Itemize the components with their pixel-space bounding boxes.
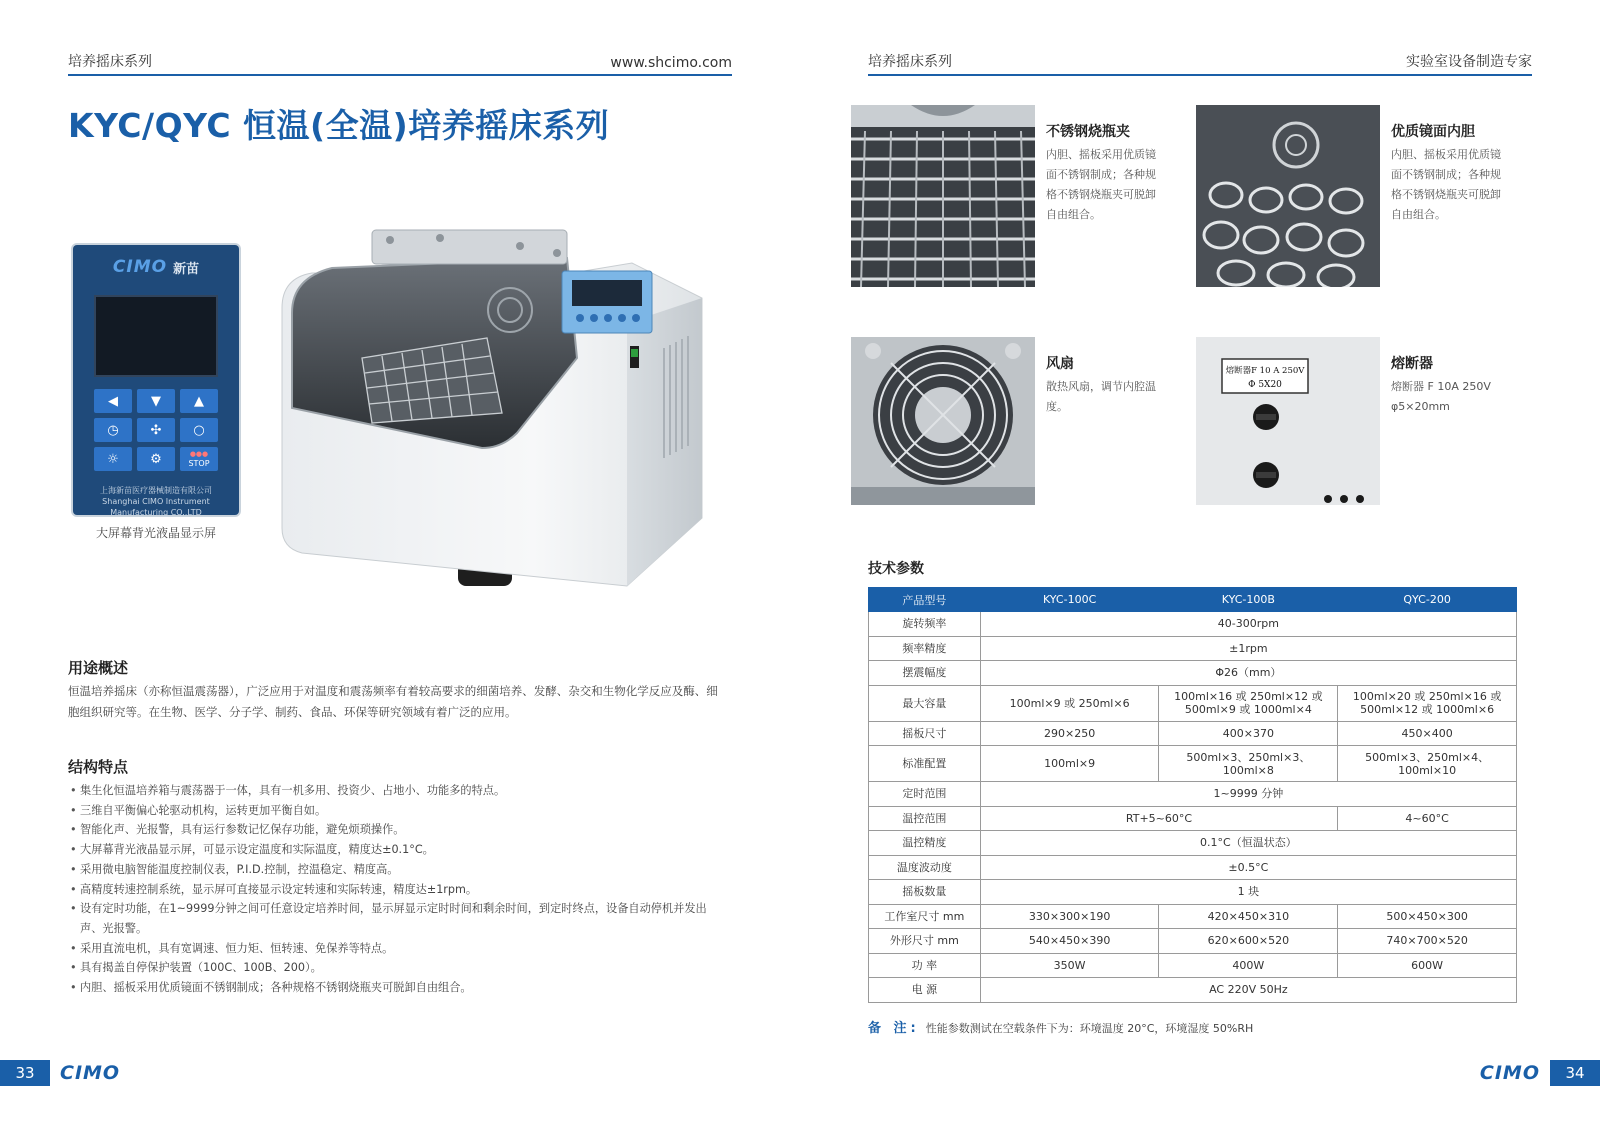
feature-title-clamp: 不锈钢烧瓶夹: [1046, 124, 1130, 140]
spec-note: [868, 1017, 1253, 1036]
table-row: 电 源 AC 220V 50Hz: [869, 978, 1517, 1003]
table-row: 温控范围 RT+5~60°C 4~60°C: [869, 806, 1517, 831]
usage-description: 恒温培养摇床（亦称恒温震荡器），广泛应用于对温度和震荡频率有着较高要求的细菌培养、发酵、杂交和生物化学反应及酶、细胞组织研究等。在生物、医学、分子学、制药、食品、环保等研究领域有着广泛的应用。: [68, 684, 718, 719]
column-header: KYC-100B: [1159, 588, 1338, 612]
page-number-right: 34: [1550, 1060, 1600, 1086]
controller-panel-image: [73, 245, 239, 515]
table-row: 定时范围 1~9999 分钟: [869, 782, 1517, 807]
up-arrow-icon: ▲: [180, 389, 218, 413]
controller-caption: 大屏幕背光液晶显示屏: [95, 526, 216, 540]
feature-desc-fan: 散热风扇，调节内腔温度。: [1046, 380, 1156, 413]
table-row: 摇板数量 1 块: [869, 880, 1517, 905]
usage-section-title: 用途概述: [68, 659, 129, 677]
list-item: • 三维自平衡偏心轮驱动机构，运转更加平衡自如。: [68, 801, 728, 821]
list-item: • 采用微电脑智能温度控制仪表，P.I.D.控制，控温稳定、精度高。: [68, 860, 728, 880]
list-item: • 集生化恒温培养箱与震荡器于一体，具有一机多用、投资少、占地小、功能多的特点。: [68, 781, 728, 801]
table-row: 功 率 350W 400W 600W: [869, 953, 1517, 978]
lcd-screen: [94, 295, 218, 377]
cimo-logo: CIMO: [112, 257, 168, 277]
right-running-header: [868, 52, 1532, 76]
mirror-chamber-photo: [1196, 105, 1380, 287]
down-arrow-icon: ▼: [137, 389, 175, 413]
series-label: 培养摇床系列: [868, 54, 952, 70]
list-item: • 智能化声、光报警，具有运行参数记忆保存功能，避免烦琐操作。: [68, 820, 728, 840]
gear-icon: ⚙: [137, 447, 175, 471]
note-label: 备 注:: [868, 1021, 920, 1036]
series-label: 培养摇床系列: [68, 54, 152, 70]
spec-table: [868, 587, 1517, 1003]
features-list: [68, 781, 728, 998]
table-row: 温控精度 0.1°C（恒温状态）: [869, 831, 1517, 856]
table-row: 温度波动度 ±0.5°C: [869, 855, 1517, 880]
feature-title-fan: 风扇: [1046, 356, 1074, 372]
flask-clamp-photo: [851, 105, 1035, 287]
list-item: • 设有定时功能，在1~9999分钟之间可任意设定培养时间，显示屏显示定时时间和剩余时间，到定时终点，设备自动停机并发出声、光报警。: [68, 899, 728, 938]
controller-keypad: [94, 389, 218, 471]
column-header: QYC-200: [1338, 588, 1517, 612]
clock-icon: ◷: [94, 418, 132, 442]
circle-icon: ○: [180, 418, 218, 442]
list-item: • 高精度转速控制系统，显示屏可直接显示设定转速和实际转速，精度达±1rpm。: [68, 880, 728, 900]
column-header: 产品型号: [869, 588, 981, 612]
note-text: 性能参数测试在空载条件下为：环境温度 20°C，环境湿度 50%RH: [925, 1022, 1254, 1035]
fan-photo: [851, 337, 1035, 505]
cimo-footer-logo: CIMO: [60, 1062, 121, 1084]
table-row: 摆震幅度 Φ26（mm）: [869, 661, 1517, 686]
spec-section-title: 技术参数: [868, 561, 924, 577]
table-row: 外形尺寸 mm 540×450×390 620×600×520 740×700×520: [869, 929, 1517, 954]
fuse-photo: [1196, 337, 1380, 505]
slogan-label: 实验室设备制造专家: [1406, 54, 1532, 70]
feature-title-chamber: 优质镜面内胆: [1391, 124, 1475, 140]
controller-brand: [81, 253, 231, 281]
light-icon: ☼: [94, 447, 132, 471]
table-row: 旋转频率 40-300rpm: [869, 612, 1517, 637]
stop-key: ●●● STOP: [180, 447, 218, 471]
list-item: • 大屏幕背光液晶显示屏，可显示设定温度和实际温度，精度达±0.1°C。: [68, 840, 728, 860]
list-item: • 内胆、摇板采用优质镜面不锈钢制成；各种规格不锈钢烧瓶夹可脱卸自由组合。: [68, 978, 728, 998]
fan-icon: ✣: [137, 418, 175, 442]
right-page: [800, 0, 1600, 1131]
table-header-row: [869, 588, 1517, 612]
list-item: • 具有揭盖自停保护装置（100C、100B、200）。: [68, 958, 728, 978]
shaker-machine-image: [272, 218, 712, 588]
table-row: 工作室尺寸 mm 330×300×190 420×450×310 500×450×300: [869, 904, 1517, 929]
table-row: 摇板尺寸 290×250 400×370 450×400: [869, 721, 1517, 746]
left-running-header: [68, 52, 732, 76]
svg-text:熔断器F 10 A 250V: 熔断器F 10 A 250V: [1225, 366, 1305, 376]
brand-zh: 新苗: [173, 261, 200, 277]
svg-text:Φ 5X20: Φ 5X20: [1248, 380, 1282, 390]
page-title: KYC/QYC 恒温(全温)培养摇床系列: [68, 106, 610, 145]
table-row: 频率精度 ±1rpm: [869, 636, 1517, 661]
table-row: 最大容量 100ml×9 或 250ml×6 100ml×16 或 250ml×12 或 500ml×9 或 1000ml×4 100ml×20 或 250ml×16 或 500ml×12 或 1000ml×6: [869, 685, 1517, 721]
table-row: 标准配置 100ml×9 500ml×3、250ml×3、 100ml×8 500ml×3、250ml×4、 100ml×10: [869, 746, 1517, 782]
column-header: KYC-100C: [980, 588, 1159, 612]
cimo-footer-logo: CIMO: [1479, 1062, 1540, 1084]
controller-maker: 上海新苗医疗器械制造有限公司 Shanghai CIMO Instrument Manufacturing CO.,LTD: [100, 486, 212, 517]
feature-desc-fuse: 熔断器 F 10A 250V φ5×20mm: [1391, 380, 1491, 413]
website-link[interactable]: www.shcimo.com: [610, 55, 732, 71]
feature-desc-clamp: 内胆、摇板采用优质镜面不锈钢制成；各种规格不锈钢烧瓶夹可脱卸自由组合。: [1046, 148, 1156, 221]
feature-desc-chamber: 内胆、摇板采用优质镜面不锈钢制成；各种规格不锈钢烧瓶夹可脱卸自由组合。: [1391, 148, 1501, 221]
list-item: • 采用直流电机，具有宽调速、恒力矩、恒转速、免保养等特点。: [68, 939, 728, 959]
page-number-left: 33: [0, 1060, 50, 1086]
feature-title-fuse: 熔断器: [1391, 356, 1433, 372]
features-section-title: 结构特点: [68, 758, 129, 776]
left-arrow-icon: ◀: [94, 389, 132, 413]
